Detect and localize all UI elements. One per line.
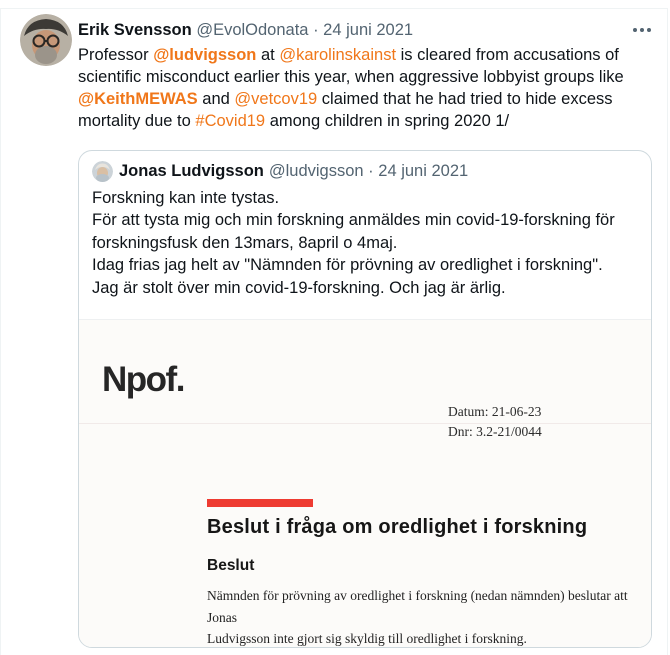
text-segment: at <box>256 46 280 64</box>
quoted-tweet-card[interactable] <box>78 150 652 648</box>
header-separator: · <box>313 21 319 39</box>
document-body-line: Ludvigsson inte gjort sig skyldig till oredlighet i forskning. <box>207 631 527 646</box>
mention-vetcov19[interactable]: @vetcov19 <box>234 90 318 108</box>
document-reference-block <box>448 402 542 442</box>
dot <box>640 28 644 32</box>
quoted-author-avatar[interactable] <box>92 161 113 182</box>
author-avatar[interactable] <box>20 14 72 66</box>
quoted-text-line: Forskning kan inte tystas. <box>92 189 280 207</box>
text-segment: claimed that he had tried to hide excess mortality due to <box>78 90 613 130</box>
document-divider <box>79 423 651 424</box>
tweet-header <box>78 19 618 41</box>
author-handle[interactable]: @EvolOdonata <box>196 21 309 39</box>
document-red-bar <box>207 499 313 507</box>
mention-keithmewas[interactable]: @KeithMEWAS <box>78 90 198 108</box>
quoted-avatar-image <box>92 161 113 182</box>
quoted-tweet-header <box>92 161 468 182</box>
quoted-tweet-text <box>92 187 640 299</box>
document-dnr: Dnr: 3.2-21/0044 <box>448 424 542 439</box>
quoted-separator: · <box>368 162 374 180</box>
document-body-text <box>207 585 647 648</box>
hashtag-covid19[interactable]: #Covid19 <box>195 112 266 130</box>
text-segment: among children in spring 2020 1/ <box>265 112 510 130</box>
quoted-text-line: För att tysta mig och min forskning anmäldes min covid-19-forskning för forskningsfusk den 13mars, 8april o 4maj. <box>92 211 615 252</box>
text-segment: and <box>197 90 235 108</box>
text-segment: is cleared from accusations of scientific misconduct earlier this year, when aggressive lobbyist groups like <box>78 46 624 86</box>
more-icon[interactable] <box>633 28 651 32</box>
document-heading: Beslut i fråga om oredlighet i forskning <box>207 516 588 538</box>
document-datum: Datum: 21-06-23 <box>448 404 542 419</box>
quoted-author-name[interactable]: Jonas Ludvigsson <box>119 162 264 180</box>
quoted-text-line: Idag frias jag helt av "Nämnden för prövning av oredlighet i forskning". <box>92 256 603 275</box>
tweet-date[interactable]: 24 juni 2021 <box>323 21 414 39</box>
dot <box>633 28 637 32</box>
mention-karolinskainst[interactable]: @karolinskainst <box>279 46 397 64</box>
author-name[interactable]: Erik Svensson <box>78 21 192 39</box>
tweet-body-text <box>78 44 664 132</box>
quoted-author-handle: @ludvigsson <box>268 162 364 180</box>
quoted-text-line: Jag är stolt över min covid-19-forskning. Och jag är ärlig. <box>92 278 506 297</box>
npof-logo: Npof. <box>102 360 184 399</box>
document-body-line: Nämnden för prövning av oredlighet i forskning (nedan nämnden) beslutar att Jonas <box>207 588 628 625</box>
document-subheading: Beslut <box>207 557 255 574</box>
document-image[interactable] <box>79 319 651 647</box>
text-segment: Professor <box>78 46 154 64</box>
mention-ludvigsson[interactable]: @ludvigsson <box>153 46 257 64</box>
dot <box>647 28 651 32</box>
author-avatar-image <box>20 14 72 66</box>
quoted-date: 24 juni 2021 <box>378 162 469 180</box>
